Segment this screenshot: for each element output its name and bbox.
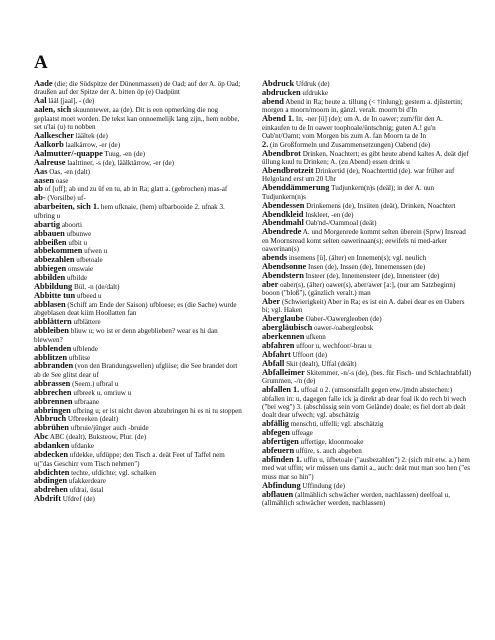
entry-definition: ufblitse [67,353,91,362]
entry-headword: aberkennen [262,332,305,342]
entry-definition: A. und Morgenrede kommt selten überein (Sprw) Insread en Moornsread komt selten oawerinaan(s); eewifels ni med-arker oawerinan(s) [262,228,466,254]
entry-headword: abflauen [262,489,294,499]
entry-definition: ufdrai, üstal [67,486,104,495]
dictionary-entry [34,168,244,176]
entry-headword: aalen, sich [34,105,72,115]
entry-headword: aber [262,279,279,289]
entry-headword: abfeuern [262,446,295,456]
entry-headword: Abendstern [262,270,304,280]
entry-headword: Aalkorb [34,139,64,149]
entry-definition: oaber(s), (älter) oawer(s), aber/awer [a:], (nur am Satzbeginn) booon ("bloß"), (gänzlich veralt.) man [262,280,456,298]
entry-headword: abblenden [34,343,72,353]
dictionary-entry [34,80,244,97]
dictionary-entry [262,115,472,140]
entry-definition: uffeage [289,429,313,438]
entry-headword: Abenddämmerung [262,183,330,193]
entry-definition: Ufbreeken (dealt) [66,415,119,424]
dictionary-entry [262,167,472,184]
entry-headword: Aalreuse [34,157,66,167]
entry-headword: abfällig [262,419,289,429]
entry-headword: abdecken [34,450,68,460]
entry-definition: laalttiner, -s (de), läälktärrow, -er (de) [65,158,175,167]
entry-headword: abfinden 1. [262,455,303,464]
entry-definition: (Schiff am Ende der Saison) ufbloese; es (die Sache) wurde abgeblasen deat kiim Hoollatten fan [34,301,237,318]
entry-headword: Aberglaube [262,314,304,324]
dictionary-entry [262,89,472,97]
dictionary-entry [262,386,472,419]
entry-headword: Abendrede [262,227,302,237]
dictionary-entry [262,298,472,315]
entry-definition: ufdekke, ufdüppe; den Tisch a. deät Feet uf Taffel nem u("das Geschirr vom Tisch nehmen") [34,451,225,468]
entry-definition: (die; die Südspitze der Dünenmassen) de Oad; auf der A. öp Oad; draußen auf der Spitze der A. bitten öp (e) Oadpünt [34,80,241,97]
entry-headword: abbeißen [34,237,67,247]
entry-headword: abartig [34,219,61,229]
entry-definition: ufdrukke [300,88,329,97]
entry-definition: uffüre, s. auch abgeben [294,447,362,456]
entry-definition: (in Großformeln und Zusammensetzungen) Oabend (de) [268,140,431,149]
entry-headword: aasen [34,175,55,185]
entry-headword: abdichten [34,467,70,477]
entry-definition: ufbruie/jünger auch -bruide [68,424,149,433]
entry-definition: (allmählich schwächer werden, nachlassen) deelfoal u, (allmählich schwächer werden, nachlassen) [262,490,450,507]
entry-definition: hem ufknaie, (hem) ufbarbooide 2. ufnak 3. ufbring u [34,203,225,220]
entry-headword: abblitzen [34,352,68,362]
entry-definition: menschti, uffelli; vgl. abschätzig [289,420,384,429]
entry-definition: aboorti [60,220,82,229]
entry-headword: abblasen [34,300,66,310]
entry-definition: ufbetoale [74,256,103,265]
entry-definition: Oab'nd-/Oammoal (deät) [303,219,377,228]
entry-headword: abbrechen [34,387,72,397]
entry-definition: ufbilde [65,274,88,283]
entry-headword: 2. [262,139,269,149]
entry-headword: abbrühen [34,423,69,433]
entry-headword: abfegen [262,428,290,438]
entry-headword: Aal [34,96,47,106]
dictionary-entry [262,420,472,428]
entry-headword: abbrassen [34,378,71,388]
dictionary-entry [34,486,244,494]
dictionary-entry [262,369,472,386]
entry-definition: Uffindung (de) [300,481,346,490]
entry-definition: (Vorsilbe) uf- [45,194,86,203]
entry-definition: ufwen u [82,247,108,256]
entry-definition: uffertige, kloonmoake [298,438,364,447]
entry-headword: Aas [34,166,48,176]
entry-headword: Abendsonne [262,261,307,271]
dictionary-entry [34,177,244,185]
dictionary-entry [34,150,244,158]
entry-headword: Abdruck [262,79,295,88]
entry-definition: ufblende [71,344,98,353]
entry-headword: abfallen 1. [262,385,300,395]
entry-headword: abblättern [34,317,72,327]
entry-headword: Abfall [262,359,285,369]
entry-definition: bliuw u; wo ist er denn abgeblieben? wear es hi dan blewwen? [34,327,218,344]
right-column [262,80,472,508]
entry-headword: ab- [34,193,46,203]
dictionary-entry [262,482,472,490]
entry-headword: abbleiben [34,326,69,336]
entry-definition: ufbeed u [75,292,102,301]
entry-headword: abend [262,96,284,106]
dictionary-entry [34,221,244,229]
entry-definition: ufbit u [66,238,88,247]
entry-headword: abarbeiten, sich 1. [34,202,100,212]
entry-definition: In, -ner [ü] (de); om A. de In oawer; zum/für den A. einkaufen tu de In oawer toophoale/üntschnig; guten A.! gu'n Oab'nt/Oamt; vom Morgen bis zum A. fan Moorn ta de In [262,115,443,140]
entry-definition: ufbunwe [64,229,92,238]
entry-definition: Abend in Ra; heute a. tillung (< †inlung); gestern a. djüstertin; morgen a moorn/moorn in, gänzl. veralt. moorn bi d'In [262,97,463,115]
entry-definition: (Schwierigkeit) Aber in Ra; es ist ein A. dabei dear es en Oabers bi; vgl. Haken [262,298,465,315]
entry-definition: Inskleet, -en (de) [303,210,354,219]
entry-definition: Bül, -n (de/dalt) [72,283,120,292]
dictionary-entry [34,159,244,167]
dictionary-entry [34,203,244,220]
dictionary-entry [262,98,472,115]
entry-definition: ufbraane [72,397,100,406]
dictionary-entry [262,150,472,167]
entry-definition: ufbring u; er ist nicht davon abzubringen hi es ni tu stoppen [70,406,242,415]
entry-headword: abfahren [262,341,295,351]
entry-headword: Aalmutter/-quappe [34,148,103,158]
entry-definition: Drinken, Noachtert; es gibt heute abend kaltes A. deät djef üllung kuul tu Drinken; A. (zu Abend) essen drink u [262,149,469,167]
entry-headword: abfertigen [262,437,299,447]
entry-definition: Tuug, -en (de) [102,149,146,158]
entry-headword: abergläubisch [262,323,313,333]
entry-headword: Abfahrt [262,350,291,360]
entry-definition: Oas, -en (dalt) [47,167,91,176]
entry-definition: omswaie [66,265,94,274]
entry-definition: Insteer (de), Innemensteer (de), Innensteer (de) [303,271,440,280]
dictionary-entry [262,281,472,298]
entry-definition: laalkärrow, -er (de) [63,140,121,149]
entry-headword: Abendbrotzeit [262,166,314,175]
entry-headword: abdrucken [262,87,301,97]
dictionary-entry [262,342,472,350]
entry-headword: Abfindung [262,480,301,490]
entry-definition: Tudjunkern(n)s (deäl); in der A. uun Tudjunkern(n)s [262,184,435,201]
dictionary-entry [262,351,472,359]
dictionary-entry [34,185,244,193]
entry-definition: läál [jaal], - (de) [46,97,95,106]
entry-definition: insemens [ü], (älter) en Innemen(s); vgl. neulich [287,254,427,262]
entry-definition: ufkenn [304,333,326,342]
section-letter: A [34,52,48,73]
entry-definition: oawer-/oabergleobsk [312,324,374,333]
entry-headword: abbezahlen [34,255,75,265]
entry-definition: Uffoort (de) [290,351,327,360]
entry-headword: Abendmahl [262,218,304,228]
entry-headword: Aber [262,297,281,307]
entry-definition: Drinkemens (de), Insiiten (deät), Drinken, Noachtert [304,201,456,210]
entry-definition: Insen (de), Inssen (de), Innemenssen (de) [306,262,426,271]
entry-definition: ufakkerdeare [67,477,106,486]
entry-headword: abdanken [34,441,70,451]
entry-definition: ufbreek u, omriuw u [71,388,132,397]
dictionary-entry [34,106,244,131]
entry-definition: ufdanke [69,442,95,451]
entry-headword: Abc [34,432,49,442]
dictionary-entry [34,451,244,468]
entry-headword: abdrehen [34,485,68,495]
entry-headword: ab [34,184,43,194]
entry-headword: Abbildung [34,282,73,292]
entry-headword: Abendkleid [262,209,304,219]
entry-definition: of [uff]; ab und zu üf en tu, ab in Ra; glatt a. (gebrochen) mas-af [42,185,228,194]
entry-definition: läältek (de) [74,131,108,140]
entry-definition: techte, ufdichte; vgl. schalken [69,468,157,477]
entry-definition: ABC (dealt), Buksteow, Plur. (de) [48,433,147,442]
entry-headword: abbiegen [34,264,67,274]
entry-headword: abdingen [34,476,68,486]
dictionary-entry [34,327,244,344]
left-column [34,80,244,504]
entry-definition: ufblättere [71,318,101,327]
entry-headword: Abendbrot [262,148,301,158]
entry-definition: Drinkertid (de), Noachterttid (de). war früher auf Helgoland erst um 20 Uhr [262,167,455,184]
entry-definition: uffoor u, wechfoor/-brau u [294,342,372,351]
dictionary-entry [262,272,472,280]
entry-headword: abbilden [34,273,66,283]
entry-definition: Skitemmer, -n/-s (de), (bes. für Fisch- und Schlachtabfall) Grummen, -/n (de) [262,369,471,386]
entry-headword: Abbitte tun [34,291,76,301]
entry-headword: abbringen [34,405,71,415]
entry-definition: Ufdruk (de) [294,80,330,88]
entry-headword: abbauen [34,228,65,238]
entry-definition: Skit (dealt), Uffal (deält) [284,360,357,369]
entry-headword: Abbruch [34,414,67,424]
dictionary-entry [262,491,472,508]
entry-definition: (Seem.) ufbral u [70,379,119,388]
entry-headword: abbranden [34,361,74,371]
entry-definition: Ufdref (de) [61,495,95,504]
dictionary-entry [34,495,244,503]
entry-definition: (von den Brandungswellen) ufgliise; die See brandet dort ab de See glitst dear uf [34,362,238,379]
entry-definition: uffin u, üfbetoale ("ausbezahlen") 2. (sich mit etw. a.) hem med wat uffin; wir müssen uns damit a., auch: deät mut man soo hen ("es muss mar so hin") [262,456,471,481]
dictionary-entry [34,265,244,273]
entry-headword: Abdrift [34,494,61,504]
dictionary-entry [34,301,244,318]
dictionary-entry [34,424,244,432]
dictionary-entry [262,184,472,201]
entry-headword: abbekommen [34,246,83,256]
entry-headword: Abfalleimer [262,368,305,377]
dictionary-entry [262,456,472,481]
entry-headword: Abend 1. [262,114,295,124]
entry-headword: Aade [34,79,53,88]
entry-definition: Oaber-/Oawergleoben (de) [303,315,382,324]
entry-headword: Aalkescher [34,130,75,140]
dictionary-entry [34,132,244,140]
entry-definition: skuunntewer, aa (de). Dit is een opmerking die nog geplaatst moet worden. De tekst kan onnoemelijk lang zijn,, hem nobbe, set u'lai (u) tu nobben [34,106,240,131]
entry-headword: abends [262,253,288,262]
dictionary-entry [34,362,244,379]
entry-definition: oase [54,176,69,185]
entry-headword: Abendessen [262,200,305,210]
dictionary-entry [262,228,472,253]
entry-headword: abbrennen [34,396,73,406]
entry-definition: uffoal u 2. (umsonstfallt gegen etw./jmdn abstechen:) abfallen in: u, dagegen falle ick ja direkt ab dear foal ik do rech bi wech ("bei weg") 3. (abschüssig sein vom Gelände) doale; es fiel dort ab deät doalt dear ufwech; vgl. abschätzig [262,386,467,420]
